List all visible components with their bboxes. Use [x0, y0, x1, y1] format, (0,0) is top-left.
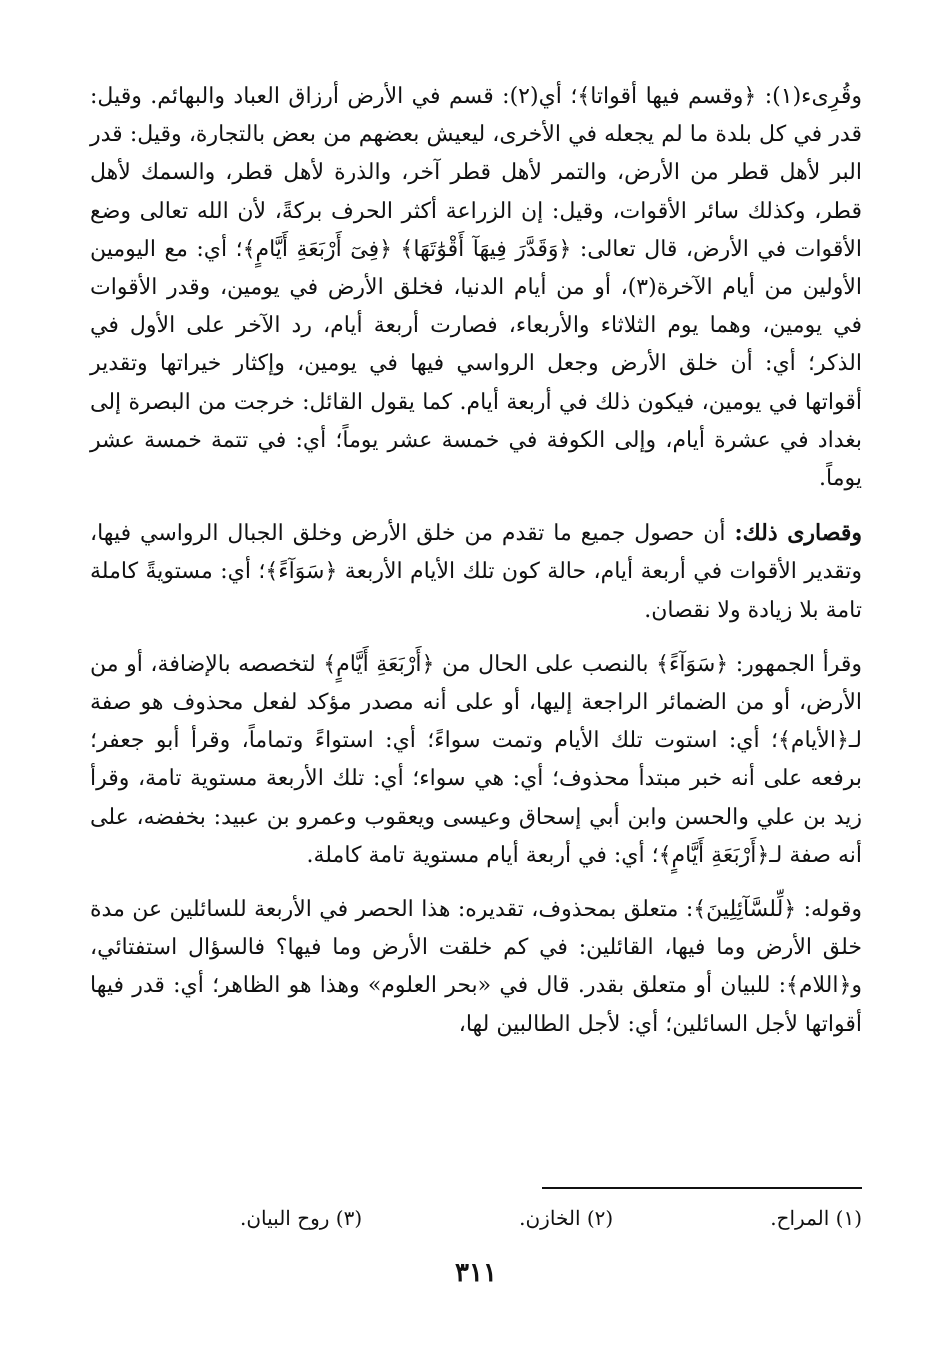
- page-number: ٣١١: [455, 1258, 497, 1288]
- footnote-2: (٢) الخازن.: [519, 1206, 614, 1230]
- paragraph-1-text: وقُرِىء(١): ﴿وقسم فيها أقواتا﴾؛ أي(٢): قسم في الأرض أرزاق العباد والبهائم. وقيل: قدر في كل بلدة ما لم يجعله في الأخرى، ليعيش بعضهم من بعض بالتجارة، وقيل: قدر البر لأهل قطر من الأرض، والتمر لأهل قطر آخر، والذرة لأهل قطر، والسمك لأهل قطر، وكذلك سائر الأقوات، وقيل: إن الزراعة أكثر الحرف بركةً، لأن الله تعالى وضع الأقوات في الأرض، قال تعالى: ﴿وَقَدَّرَ فِيهَآ أَقْوَٰتَهَا﴾ ﴿فِىٓ أَرْبَعَةِ أَيَّامٍ﴾؛ أي: مع اليومين الأولين من أيام الآخرة(٣)، أو من أيام الدنيا، فخلق الأرض في يومين، وقدر الأقوات في يومين، وهما يوم الثلاثاء والأربعاء، فصارت أربعة أيام، رد الآخر على الأول في الذكر؛ أي: أن خلق الأرض وجعل الرواسي فيها في يومين، وإكثار خيراتها وتقدير أقواتها في يومين، فيكون ذلك في أربعة أيام. كما يقول القائل: خرجت من البصرة إلى بغداد في عشرة أيام، وإلى الكوفة في خمسة عشر يوماً؛ أي: في تتمة خمسة عشر يوماً.: [90, 84, 863, 492]
- paragraph-2: [90, 514, 862, 630]
- footnotes: [90, 1206, 862, 1230]
- footnote-divider: [542, 1187, 862, 1189]
- paragraph-2-lead: وقصارى ذلك:: [734, 520, 862, 547]
- paragraph-4-text: وقوله: ﴿لِّلسَّآئِلِينَ﴾: متعلق بمحذوف، تقديره: هذا الحصر في الأربعة للسائلين عن مدة خلق الأرض وما فيها، القائلين: في كم خلقت الأرض وما فيها؟ فالسؤال استفتائي، و﴿اللام﴾: للبيان أو متعلق بقدر. قال في «بحر العلوم» وهذا هو الظاهر؛ أي: قدر فيها أقواتها لأجل السائلين؛ أي: لأجل الطالبين لها،: [90, 897, 862, 1037]
- paragraph-3: [90, 646, 862, 875]
- footnote-1: (١) المراح.: [770, 1206, 862, 1230]
- paragraph-1: [90, 78, 862, 498]
- footnote-3: (٣) روح البيان.: [240, 1206, 363, 1230]
- paragraph-4: [90, 891, 862, 1044]
- paragraph-2-text: أن حصول جميع ما تقدم من خلق الأرض وخلق الجبال الرواسي فيها، وتقدير الأقوات في أربعة أيام، حالة كون تلك الأيام الأربعة ﴿سَوَآءً﴾؛ أي: مستويةً كاملة تامة بلا زيادة ولا نقصان.: [90, 521, 862, 623]
- paragraph-3-text: وقرأ الجمهور: ﴿سَوَآءً﴾ بالنصب على الحال من ﴿أَرْبَعَةِ أَيَّامٍ﴾ لتخصصه بالإضافة، أو من الأرض، أو من الضمائر الراجعة إليها، أو على أنه مصدر مؤكد لفعل محذوف هو صفة لـ﴿الأيام﴾؛ أي: استوت تلك الأيام وتمت سواءً؛ أي: استواءً وتماماً، وقرأ أبو جعفر؛ برفعه على أنه خبر مبتدأ محذوف؛ أي: هي سواء؛ أي: تلك الأربعة مستوية تامة، وقرأ زيد بن علي والحسن وابن أبي إسحاق وعيسى ويعقوب وعمرو بن عبيد: بخفضه، على أنه صفة لـ﴿أَرْبَعَةِ أَيَّامٍ﴾؛ أي: في أربعة أيام مستوية تامة كاملة.: [90, 651, 863, 868]
